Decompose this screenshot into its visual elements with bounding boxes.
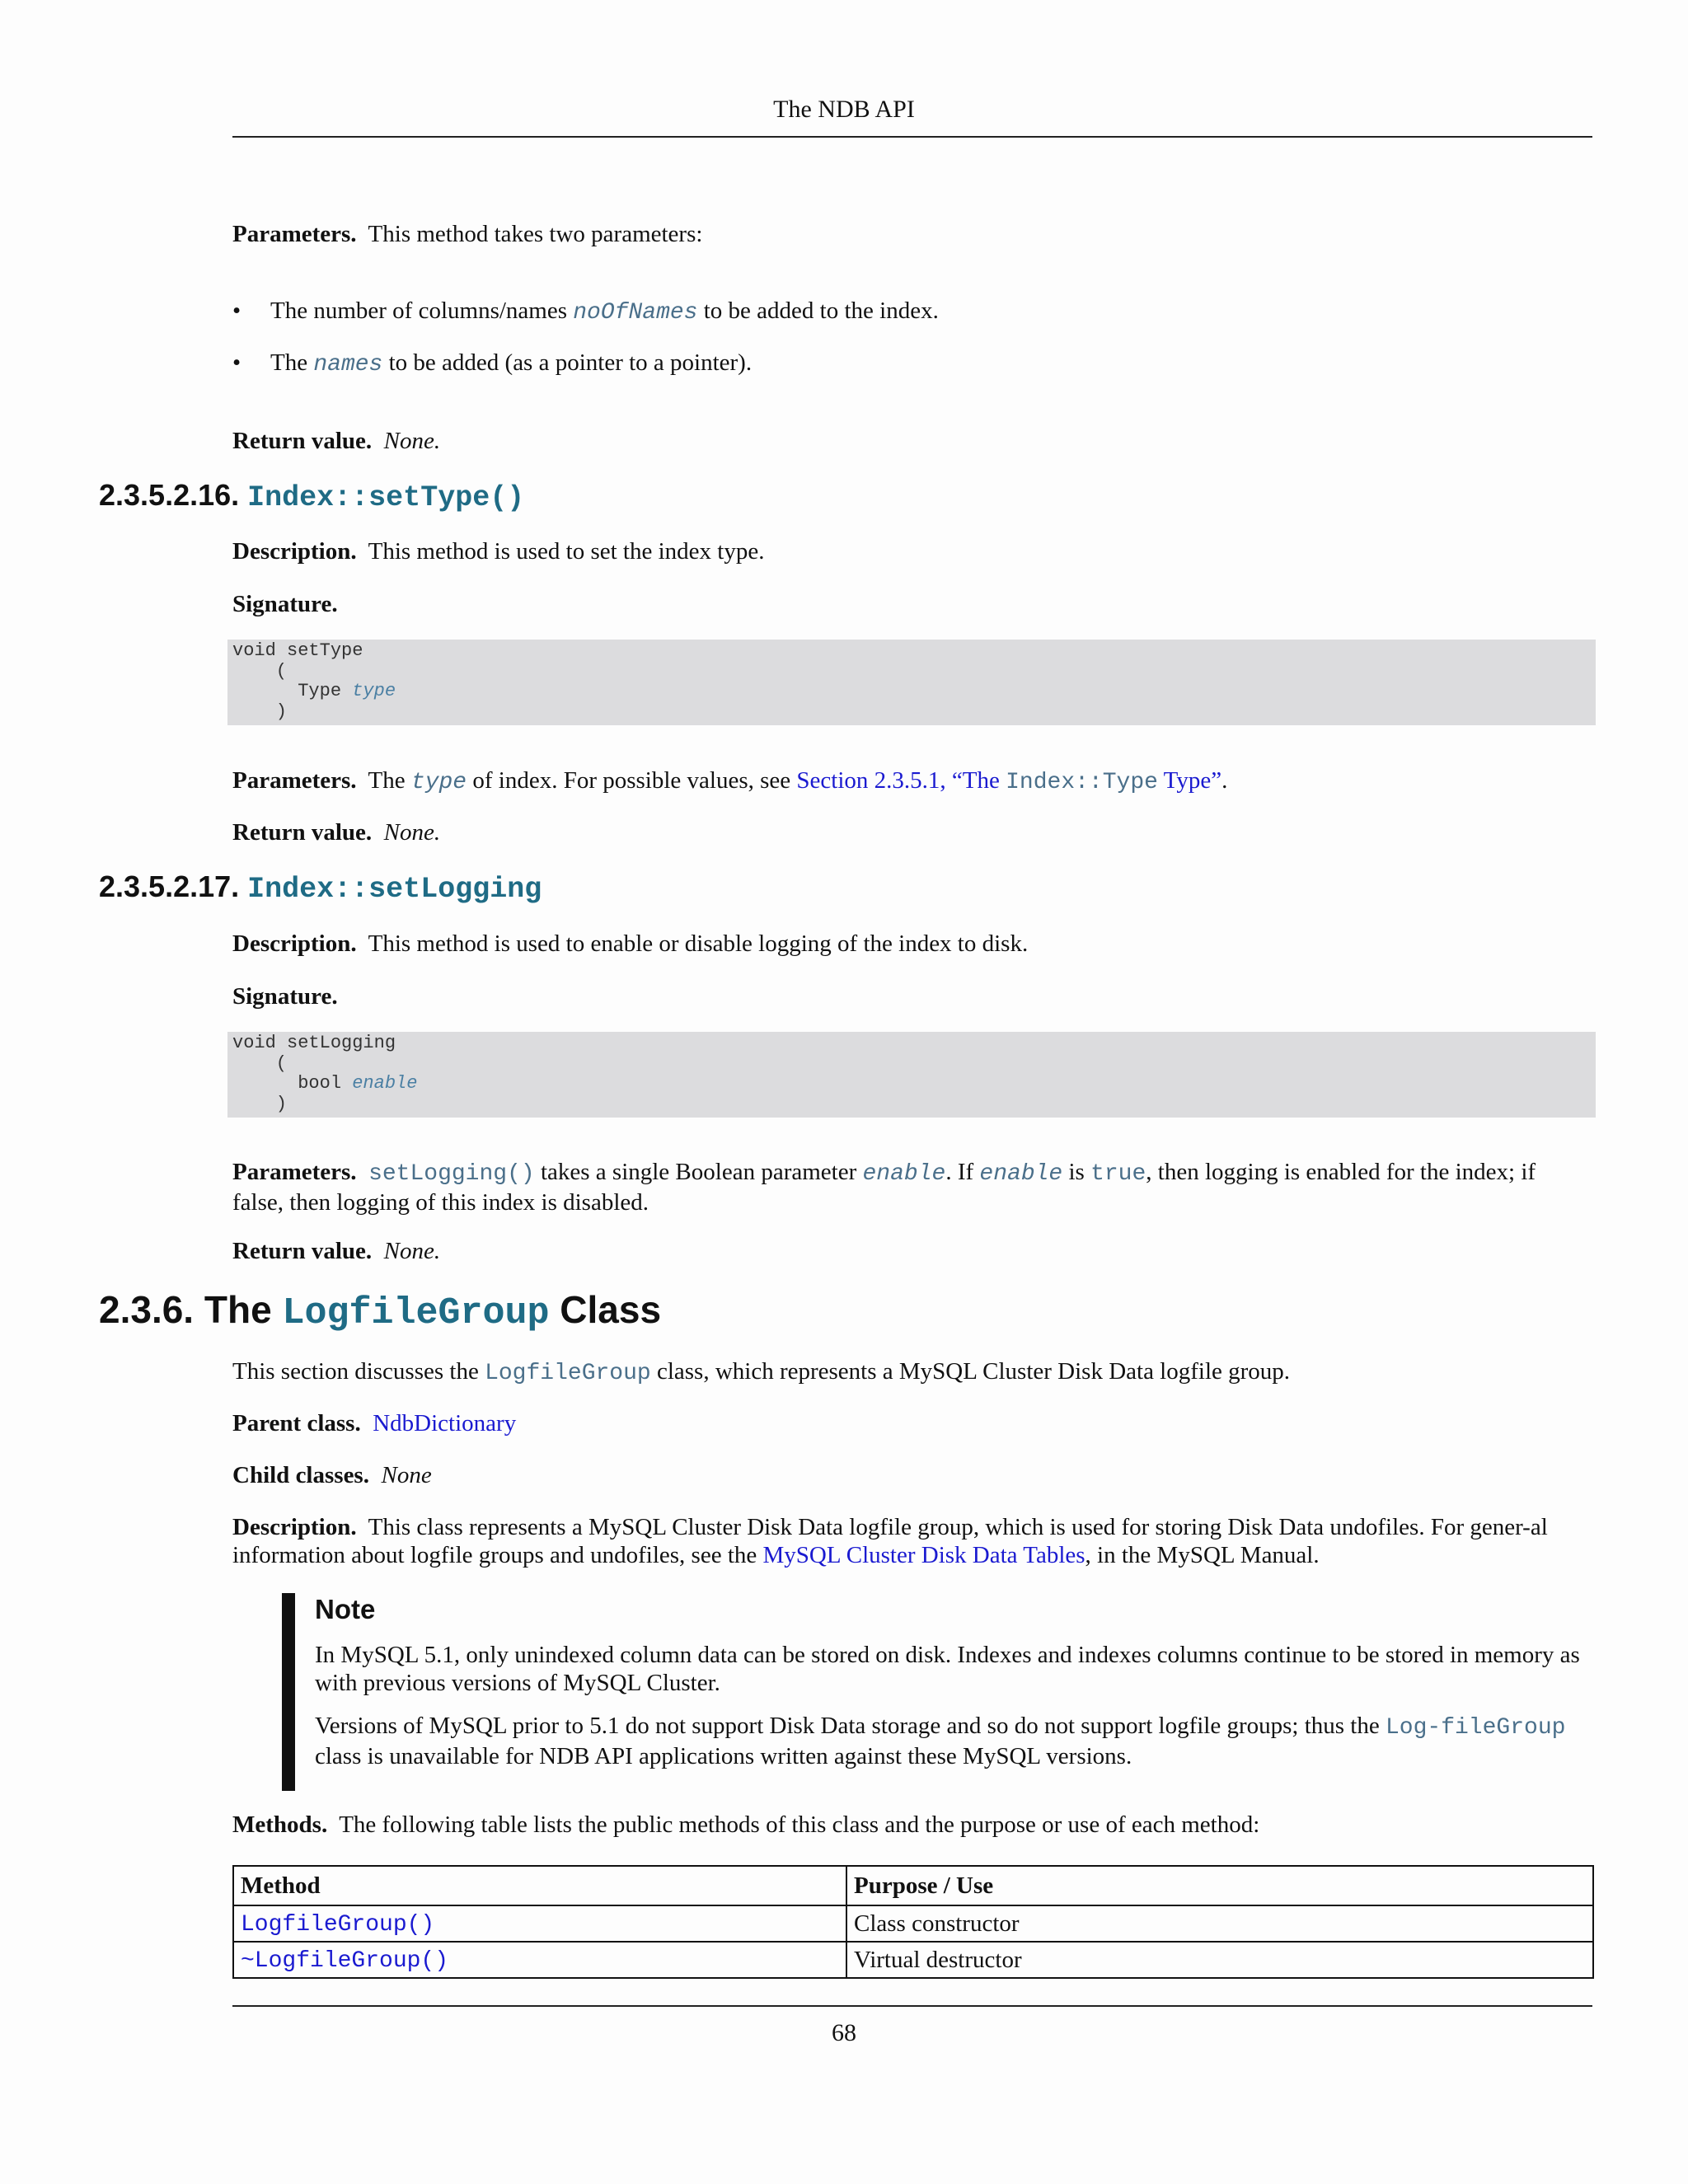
- description-label: Description.: [232, 1514, 357, 1540]
- footer-rule: [232, 2005, 1592, 2007]
- parent-class-paragraph: [232, 1409, 1589, 1437]
- section-link[interactable]: Section 2.3.5.1, “The Index::Type Type”: [796, 767, 1222, 795]
- table-row: [233, 1905, 1593, 1942]
- code-line: ): [232, 1093, 288, 1114]
- method-link[interactable]: ~LogfileGroup(): [241, 1948, 449, 1974]
- bullet-text: The number of columns/names: [270, 298, 574, 324]
- description-paragraph: [232, 930, 1589, 958]
- parent-class-link[interactable]: NdbDictionary: [373, 1410, 517, 1436]
- child-classes-label: Child classes.: [232, 1462, 369, 1488]
- signature-label: [232, 982, 1589, 1010]
- description-text: This method is used to enable or disable logging of the index to disk.: [368, 930, 1029, 957]
- code-ref: setLogging(): [368, 1161, 535, 1187]
- section-number: 2.3.5.2.17.: [99, 869, 240, 903]
- code-ref: type: [410, 770, 467, 795]
- description-label: Description.: [232, 930, 357, 957]
- params-paragraph: [232, 766, 1589, 797]
- table-cell-purpose: Class constructor: [846, 1905, 1593, 1942]
- table-cell-method: [233, 1905, 846, 1942]
- table-row: [233, 1942, 1593, 1978]
- code-block-settype: [227, 640, 1596, 725]
- bullet-item: [232, 349, 752, 379]
- code-ref: names: [313, 352, 383, 377]
- params-text: is: [1062, 1159, 1091, 1185]
- header-rule: [232, 136, 1592, 138]
- return-value: None.: [383, 428, 441, 454]
- params-label: Parameters.: [232, 221, 357, 247]
- page-number: 68: [832, 2019, 856, 2046]
- table-cell-method: [233, 1942, 846, 1978]
- table-header-method: Method: [233, 1866, 846, 1905]
- bullet-dot-icon: •: [232, 349, 241, 376]
- section-code-title: LogfileGroup: [282, 1292, 550, 1334]
- code-ref: true: [1090, 1161, 1146, 1187]
- bullet-dot-icon: •: [232, 298, 241, 324]
- section-code-title: Index::setLogging: [247, 873, 542, 906]
- note-title: Note: [315, 1594, 376, 1624]
- code-ref: LogfileGroup: [485, 1361, 651, 1386]
- return-label: Return value.: [232, 819, 373, 846]
- section-heading-setlogging: [99, 869, 542, 906]
- description-text: This method is used to set the index type.: [368, 538, 765, 565]
- params-text: . If: [945, 1159, 980, 1185]
- note-paragraph: Versions of MySQL prior to 5.1 do not support Disk Data storage and so do not support logfile groups; thus the Log-fileGroup class is unavailable for NDB API applications written against these MySQL versions.: [315, 1713, 1566, 1769]
- params-text: The: [368, 767, 411, 794]
- code-line: (: [232, 1052, 288, 1074]
- note-box: [282, 1593, 1592, 1791]
- bullet-item: [232, 297, 939, 327]
- return-label: Return value.: [232, 428, 373, 454]
- return-value-paragraph: [232, 1237, 1589, 1265]
- section-number: 2.3.6.: [99, 1288, 195, 1331]
- section-title-text: The: [204, 1288, 283, 1331]
- params-label: Parameters.: [232, 767, 357, 794]
- params-text: , then logging is enabled for the index; if false, then logging of this index is disabled.: [232, 1159, 1536, 1216]
- bullet-text: to be added (as a pointer to a pointer).: [382, 349, 753, 376]
- methods-label: Methods.: [232, 1811, 328, 1838]
- section-heading-logfilegroup: [99, 1287, 661, 1334]
- code-line: void setLogging: [232, 1033, 396, 1053]
- description-paragraph: [232, 537, 1589, 565]
- params-paragraph: [232, 1158, 1589, 1216]
- code-ref: enable: [979, 1161, 1063, 1187]
- method-link[interactable]: LogfileGroup(): [241, 1912, 435, 1938]
- params-text: takes a single Boolean parameter: [534, 1159, 863, 1185]
- signature-label-text: Signature.: [232, 591, 338, 617]
- methods-paragraph: [232, 1811, 1589, 1839]
- bullet-text: to be added to the index.: [697, 298, 939, 324]
- child-classes-value: None: [381, 1462, 432, 1488]
- code-ref: Log-fileGroup: [1385, 1715, 1566, 1741]
- section-code-title: Index::setType(): [247, 481, 525, 514]
- methods-text: The following table lists the public methods of this class and the purpose or use of each method:: [339, 1811, 1260, 1838]
- code-block-setlogging: [227, 1032, 1596, 1118]
- return-value: None.: [383, 819, 441, 846]
- table-cell-purpose: Virtual destructor: [846, 1942, 1593, 1978]
- code-param: enable: [352, 1073, 418, 1094]
- signature-label-text: Signature.: [232, 983, 338, 1010]
- intro-paragraph: This section discusses the LogfileGroup class, which represents a MySQL Cluster Disk Data logfile group.: [232, 1358, 1291, 1386]
- note-paragraph: In MySQL 5.1, only unindexed column data can be stored on disk. Indexes and indexes columns continue to be stored in memory as with previous versions of MySQL Cluster.: [315, 1642, 1580, 1696]
- code-ref: enable: [862, 1161, 946, 1187]
- section-heading-settype: [99, 478, 524, 514]
- code-line: Type: [232, 681, 353, 701]
- params-paragraph: [232, 220, 1589, 248]
- params-label: Parameters.: [232, 1159, 357, 1185]
- params-text: .: [1221, 767, 1228, 794]
- methods-table: [232, 1865, 1594, 1979]
- table-header-row: [233, 1866, 1593, 1905]
- table-header-purpose: Purpose / Use: [846, 1866, 1593, 1905]
- code-line: void setType: [232, 640, 363, 661]
- bullet-text: The: [270, 349, 314, 376]
- code-line: ): [232, 701, 288, 722]
- description-label: Description.: [232, 538, 357, 565]
- code-line: (: [232, 660, 288, 682]
- description-paragraph: Description. This class represents a MySQL Cluster Disk Data logfile group, which is used for storing Disk Data undofiles. For gener-al information about logfile groups and undofiles, see the MySQL Cluster Disk Data Tables, in the MySQL Manual.: [232, 1514, 1548, 1568]
- params-text: This method takes two parameters:: [368, 221, 703, 247]
- return-value: None.: [383, 1238, 441, 1264]
- params-text: of index. For possible values, see: [467, 767, 797, 794]
- code-ref: noOfNames: [573, 300, 698, 326]
- parent-class-label: Parent class.: [232, 1410, 361, 1436]
- section-title-text: Class: [549, 1288, 662, 1331]
- code-line: bool: [232, 1073, 353, 1094]
- page-header-title: The NDB API: [773, 96, 915, 123]
- return-value-paragraph: [232, 427, 1589, 455]
- return-label: Return value.: [232, 1238, 373, 1264]
- return-value-paragraph: [232, 818, 1589, 846]
- disk-data-tables-link[interactable]: MySQL Cluster Disk Data Tables: [762, 1542, 1085, 1568]
- code-param: type: [352, 681, 396, 701]
- section-number: 2.3.5.2.16.: [99, 478, 240, 512]
- signature-label: [232, 590, 1589, 618]
- child-classes-paragraph: [232, 1461, 1589, 1489]
